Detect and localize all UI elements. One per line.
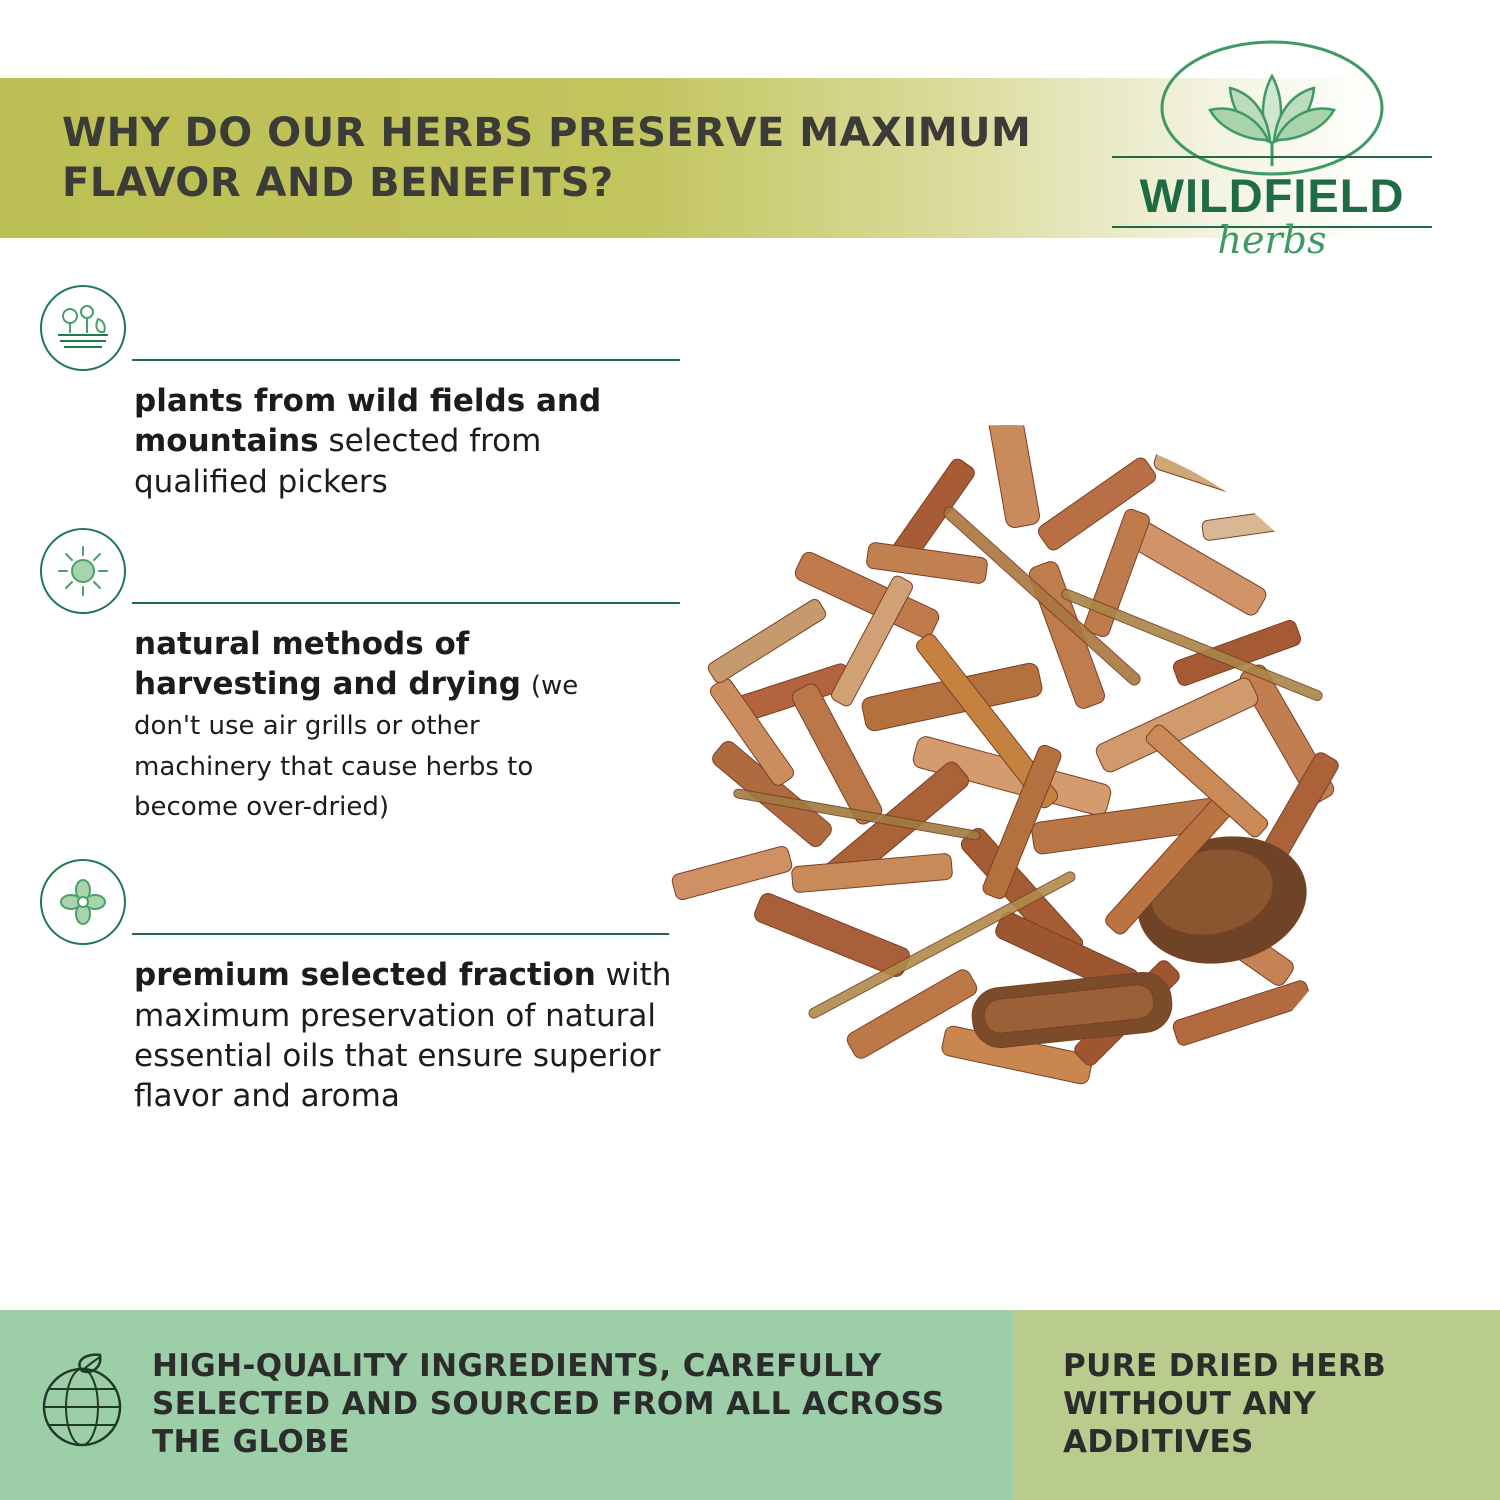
feature-text xyxy=(134,624,614,825)
brand-logo xyxy=(1092,36,1452,286)
divider-line xyxy=(132,602,680,604)
feature-text xyxy=(134,381,654,502)
page-title: WHY DO OUR HERBS PRESERVE MAXIMUM FLAVOR AND BENEFITS? xyxy=(62,109,1032,206)
banner-quality xyxy=(0,1310,1013,1500)
banner-quality-text: HIGH-QUALITY INGREDIENTS, CAREFULLY SELECTED AND SOURCED FROM ALL ACROSS THE GLOBE xyxy=(152,1348,945,1460)
logo-wordmark: WILDFIELD xyxy=(1139,169,1405,222)
globe-leaf-icon xyxy=(30,1351,134,1459)
feature-rest-text: with maximum preservation of natural essential oils that ensure superior flavor and aroma xyxy=(134,957,672,1115)
sun-drying-icon xyxy=(40,528,126,614)
feature-item-premium-fraction xyxy=(40,859,680,1116)
feature-head xyxy=(40,285,680,371)
feature-text xyxy=(134,955,674,1116)
feature-head xyxy=(40,528,680,614)
banner-pure-text: PURE DRIED HERB WITHOUT ANY ADDITIVES xyxy=(1063,1348,1387,1460)
feature-bold-text: premium selected fraction xyxy=(134,957,596,994)
product-image xyxy=(612,380,1402,1180)
divider-line xyxy=(132,933,680,935)
feature-head xyxy=(40,859,680,945)
feature-bold-text: plants from wild fields and mountains xyxy=(134,383,602,460)
feature-bold-text: natural methods of harvesting and drying xyxy=(134,625,522,703)
feature-item-natural-drying xyxy=(40,528,680,825)
field-plants-icon xyxy=(40,285,126,371)
feature-list xyxy=(40,285,680,1135)
feature-item-wild-fields xyxy=(40,285,680,502)
feature-note-text: (we don't use air grills or other machinery that cause herbs to become over-dried) xyxy=(134,671,579,823)
divider-line xyxy=(132,359,680,361)
dried-herb-bark-chips-pile xyxy=(612,380,1402,1180)
leaves-icon xyxy=(1092,36,1452,176)
banner-pure xyxy=(1013,1310,1500,1500)
bottom-banners xyxy=(0,1310,1500,1500)
logo-subtext: herbs xyxy=(1217,218,1327,262)
flower-icon xyxy=(40,859,126,945)
feature-rest-text: selected from qualified pickers xyxy=(134,423,542,500)
